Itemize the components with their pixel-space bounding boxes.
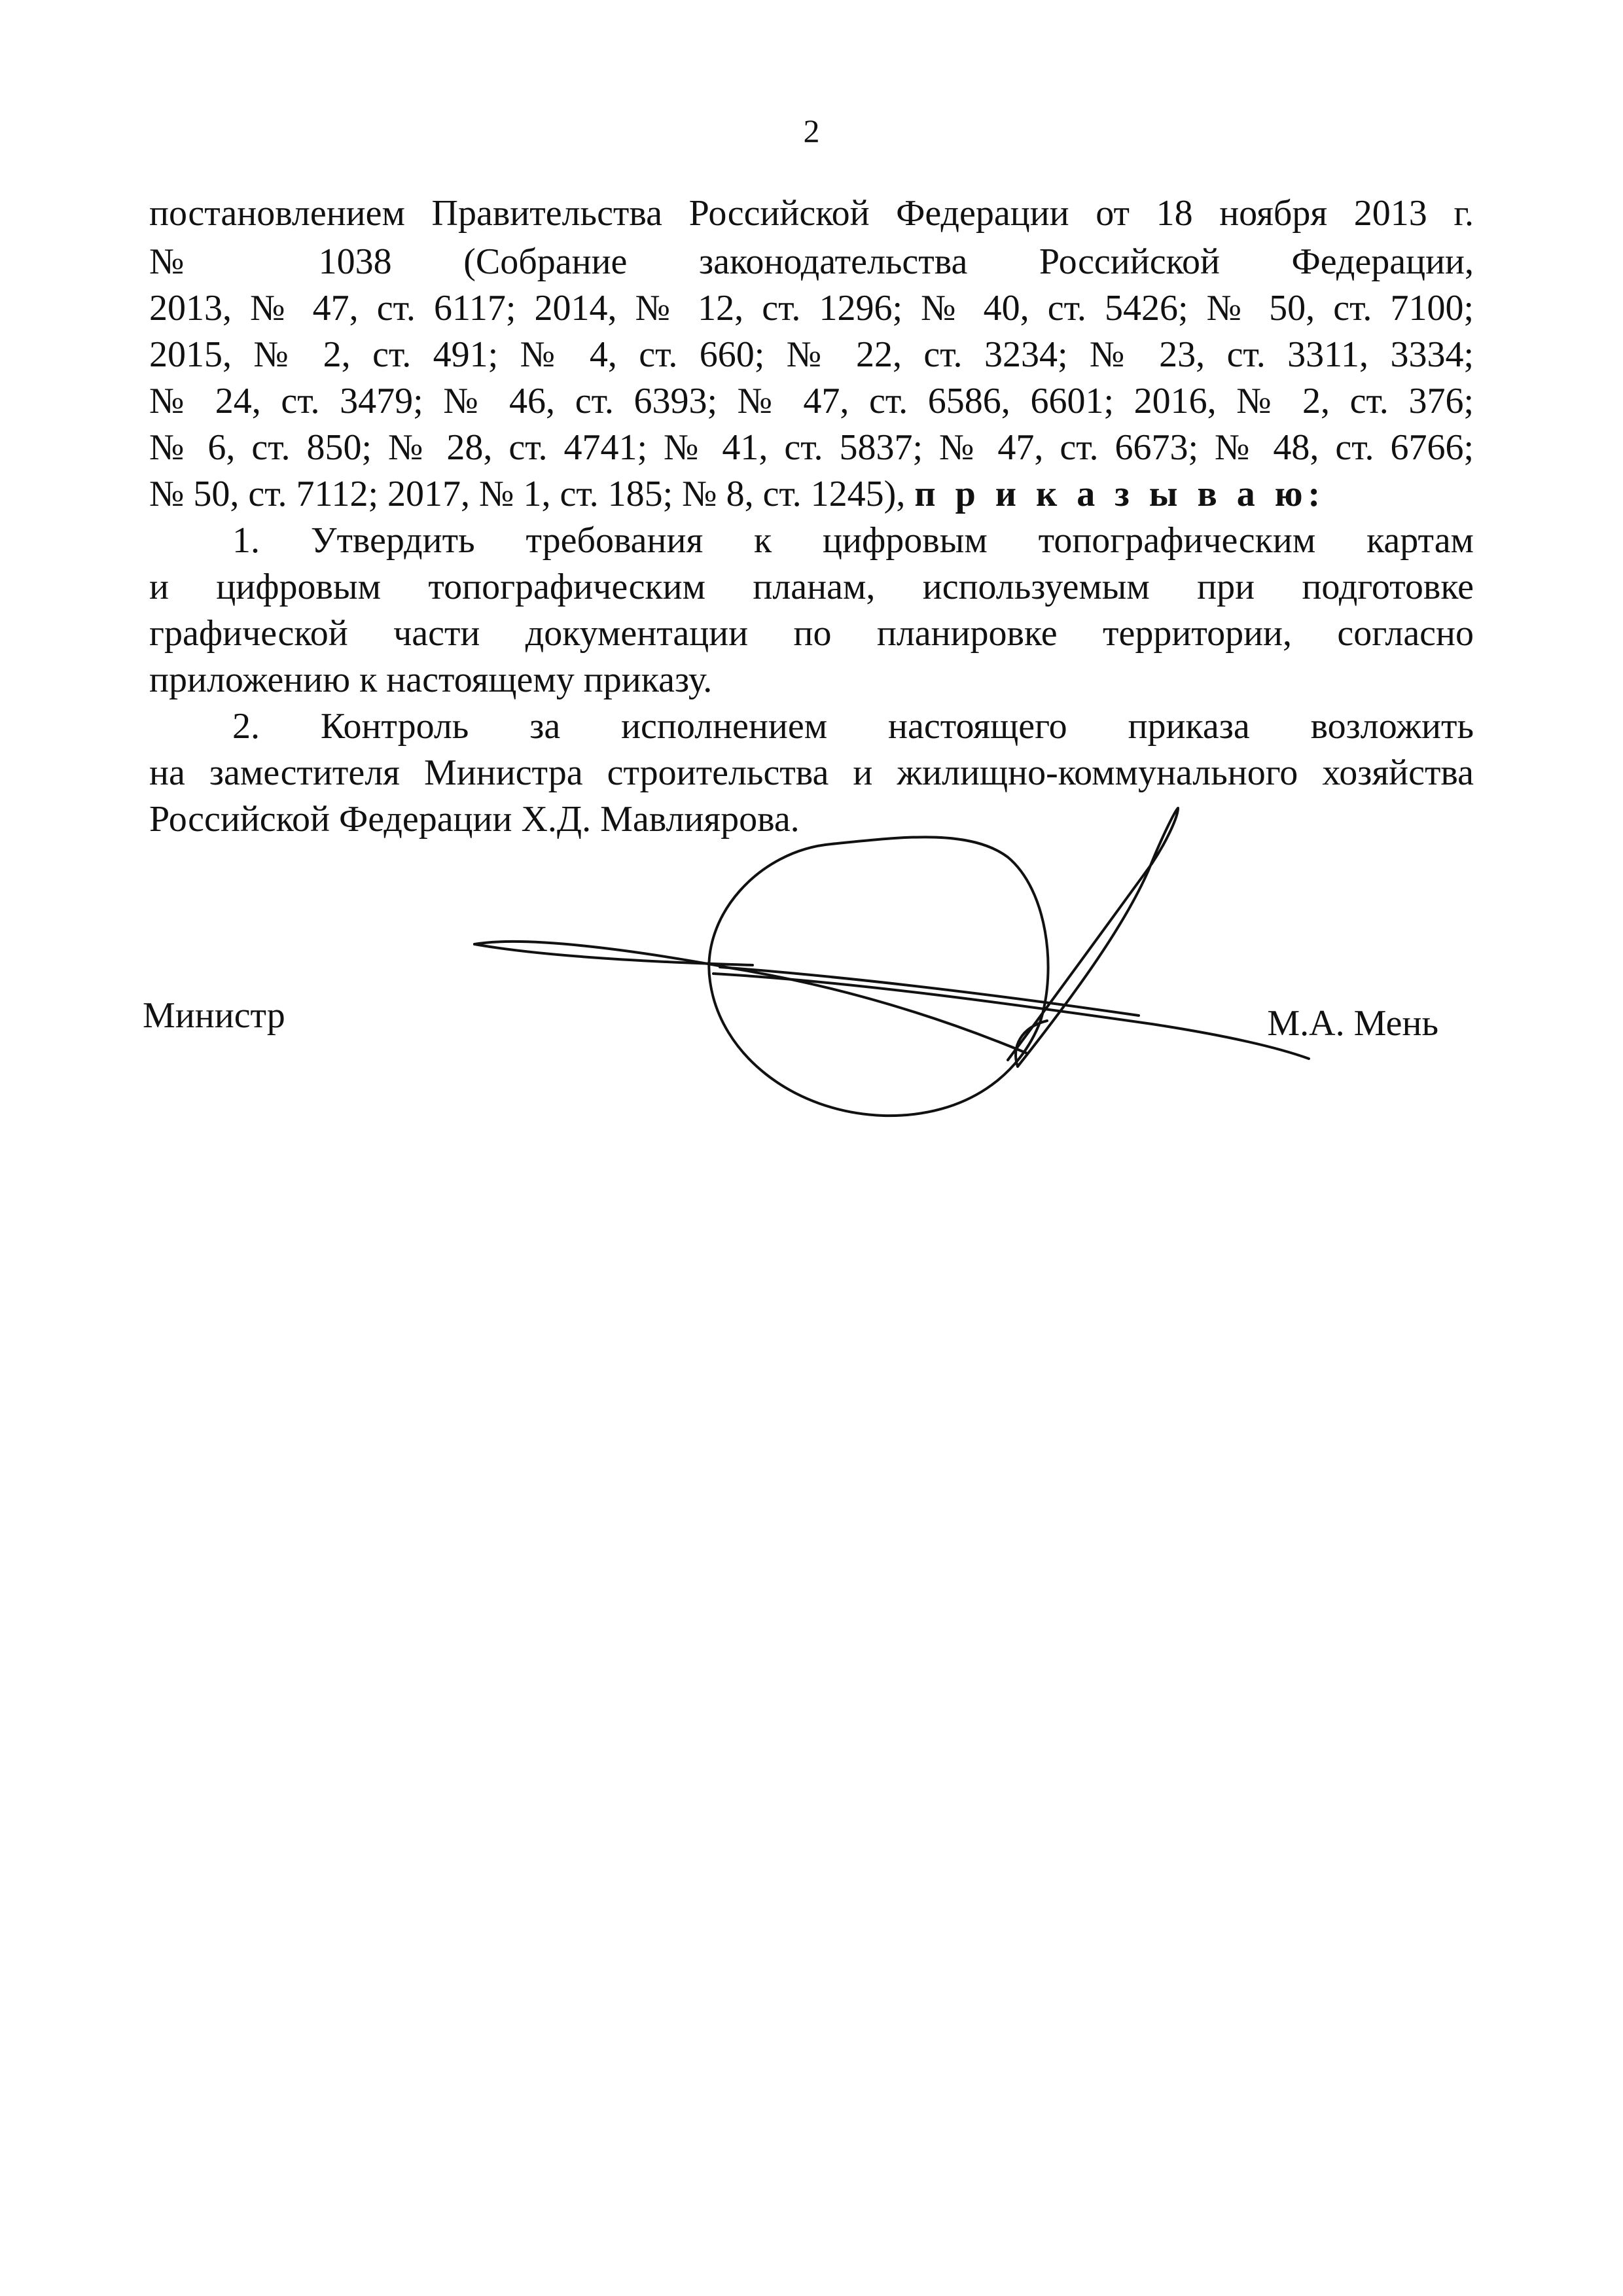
text-line: № 6, ст. 850; № 28, ст. 4741; № 41, ст. 5837; № 47, ст. 6673; № 48, ст. 6766;	[149, 427, 1474, 468]
signatory-name: М.А. Мень	[1267, 1003, 1438, 1044]
signatory-title: Министр	[143, 995, 285, 1036]
text-line: 2015, № 2, ст. 491; № 4, ст. 660; № 22, ст. 3234; № 23, ст. 3311, 3334;	[149, 334, 1474, 375]
text-line	[149, 472, 1325, 516]
text-line: и цифровым топографическим планам, используемым при подготовке	[149, 567, 1474, 607]
text-line: Российской Федерации Х.Д. Мавлиярова.	[149, 799, 800, 839]
text-line: 2. Контроль за исполнением настоящего приказа возложить	[232, 706, 1474, 747]
page-number: 2	[803, 113, 820, 149]
text-line: 2013, № 47, ст. 6117; 2014, № 12, ст. 1296; № 40, ст. 5426; № 50, ст. 7100;	[149, 288, 1474, 328]
text-line: постановлением Правительства Российской Федерации от 18 ноября 2013 г.	[149, 193, 1474, 234]
order-word: п р и к а з ы в а ю:	[914, 474, 1326, 514]
text-line: № 24, ст. 3479; № 46, ст. 6393; № 47, ст. 6586, 6601; 2016, № 2, ст. 376;	[149, 381, 1474, 421]
text-line: № 1038 (Собрание законодательства Российской Федерации,	[149, 241, 1474, 282]
text-line: на заместителя Министра строительства и жилищно-коммунального хозяйства	[149, 752, 1474, 793]
text-line: 1. Утвердить требования к цифровым топографическим картам	[232, 520, 1474, 561]
citation-tail: № 50, ст. 7112; 2017, № 1, ст. 185; № 8, ст. 1245),	[149, 474, 906, 514]
text-line: приложению к настоящему приказу.	[149, 660, 713, 700]
text-line: графической части документации по планировке территории, согласно	[149, 613, 1474, 654]
